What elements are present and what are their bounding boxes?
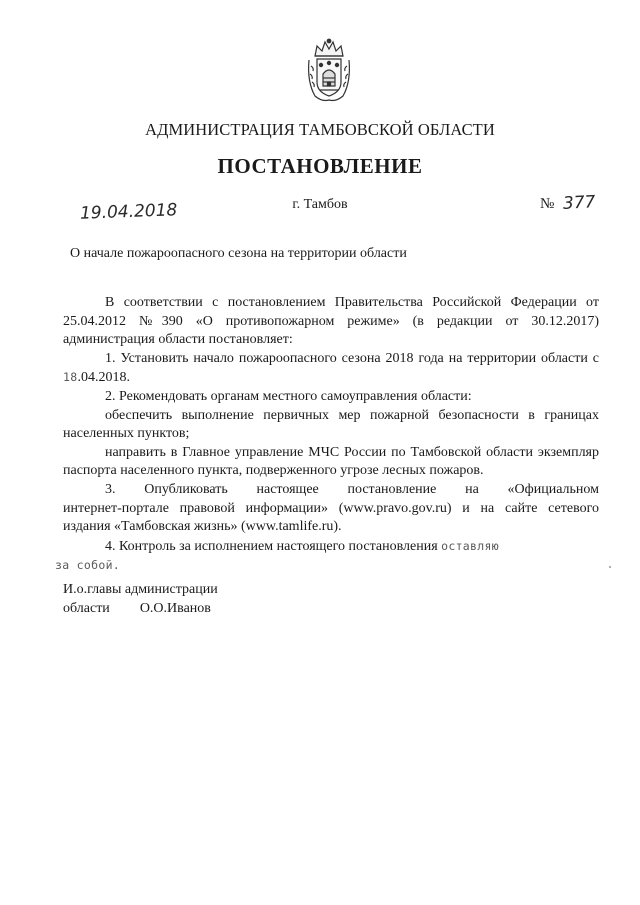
item-1-paragraph <box>63 350 599 388</box>
item-3-word: на <box>465 481 479 497</box>
item-2-b-paragraph: направить в Главное управление МЧС России по Тамбовской области экземпляр паспорта населенного пункта, подверженного угрозе лесных пожаров. <box>63 444 599 479</box>
tambov-region-coat-of-arms-icon <box>305 38 353 104</box>
signatory-title: И.о.главы администрации <box>63 582 218 597</box>
item-2-a-paragraph: обеспечить выполнение первичных мер пожарной безопасности в границах населенных пунктов; <box>63 407 599 442</box>
item-3-word: настоящее <box>256 481 319 497</box>
item-4-text: 4. Контроль за исполнением настоящего постановления <box>105 538 442 554</box>
preamble-paragraph: В соответствии с постановлением Правительства Российской Федерации от 25.04.2012 №390 «О противопожарном режиме» (в редакции от 30.12.2017) администрация области постановляет: <box>63 295 599 348</box>
document-type: ПОСТАНОВЛЕНИЕ <box>217 154 423 178</box>
item-4-continuation <box>55 556 599 576</box>
item-3-first-line <box>63 481 599 500</box>
item-3-paragraph-rest: интернет-портале правовой информации» (www.pravo.gov.ru) и на сайте сетевого издания «Тамбовская жизнь» (www.tamlife.ru). <box>63 500 599 535</box>
item-4-typed-2: за собой. <box>55 558 121 573</box>
item-3-word: постановление <box>347 481 437 497</box>
item-3-word: «Официальном <box>507 481 599 497</box>
document-number: 377 <box>562 192 596 214</box>
document-city: г. Тамбов <box>292 197 348 212</box>
organization-name: АДМИНИСТРАЦИЯ ТАМБОВСКОЙ ОБЛАСТИ <box>145 120 495 139</box>
scan-speck <box>609 566 611 568</box>
document-date: 19.04.2018 <box>79 200 178 224</box>
item-1-date-rest: .04.2018. <box>77 370 130 386</box>
document-body <box>55 294 599 576</box>
signatory-title-2: области <box>63 601 110 616</box>
document-subject: О начале пожароопасного сезона на территории области <box>70 246 407 261</box>
item-4-paragraph <box>63 537 599 557</box>
item-1-text: 1. Установить начало пожароопасного сезона 2018 года на территории области с <box>105 350 599 366</box>
item-3-word: 3. <box>105 481 116 497</box>
signatory-name: О.О.Иванов <box>139 601 211 616</box>
document-number-label: № <box>540 196 555 212</box>
signatory-line-2 <box>63 601 211 617</box>
item-1-date-day: 18 <box>63 370 78 385</box>
item-4-typed-1: оставляю <box>441 538 499 553</box>
item-3-word: Опубликовать <box>144 481 228 497</box>
item-2-paragraph: 2. Рекомендовать органам местного самоуправления области: <box>105 388 472 404</box>
